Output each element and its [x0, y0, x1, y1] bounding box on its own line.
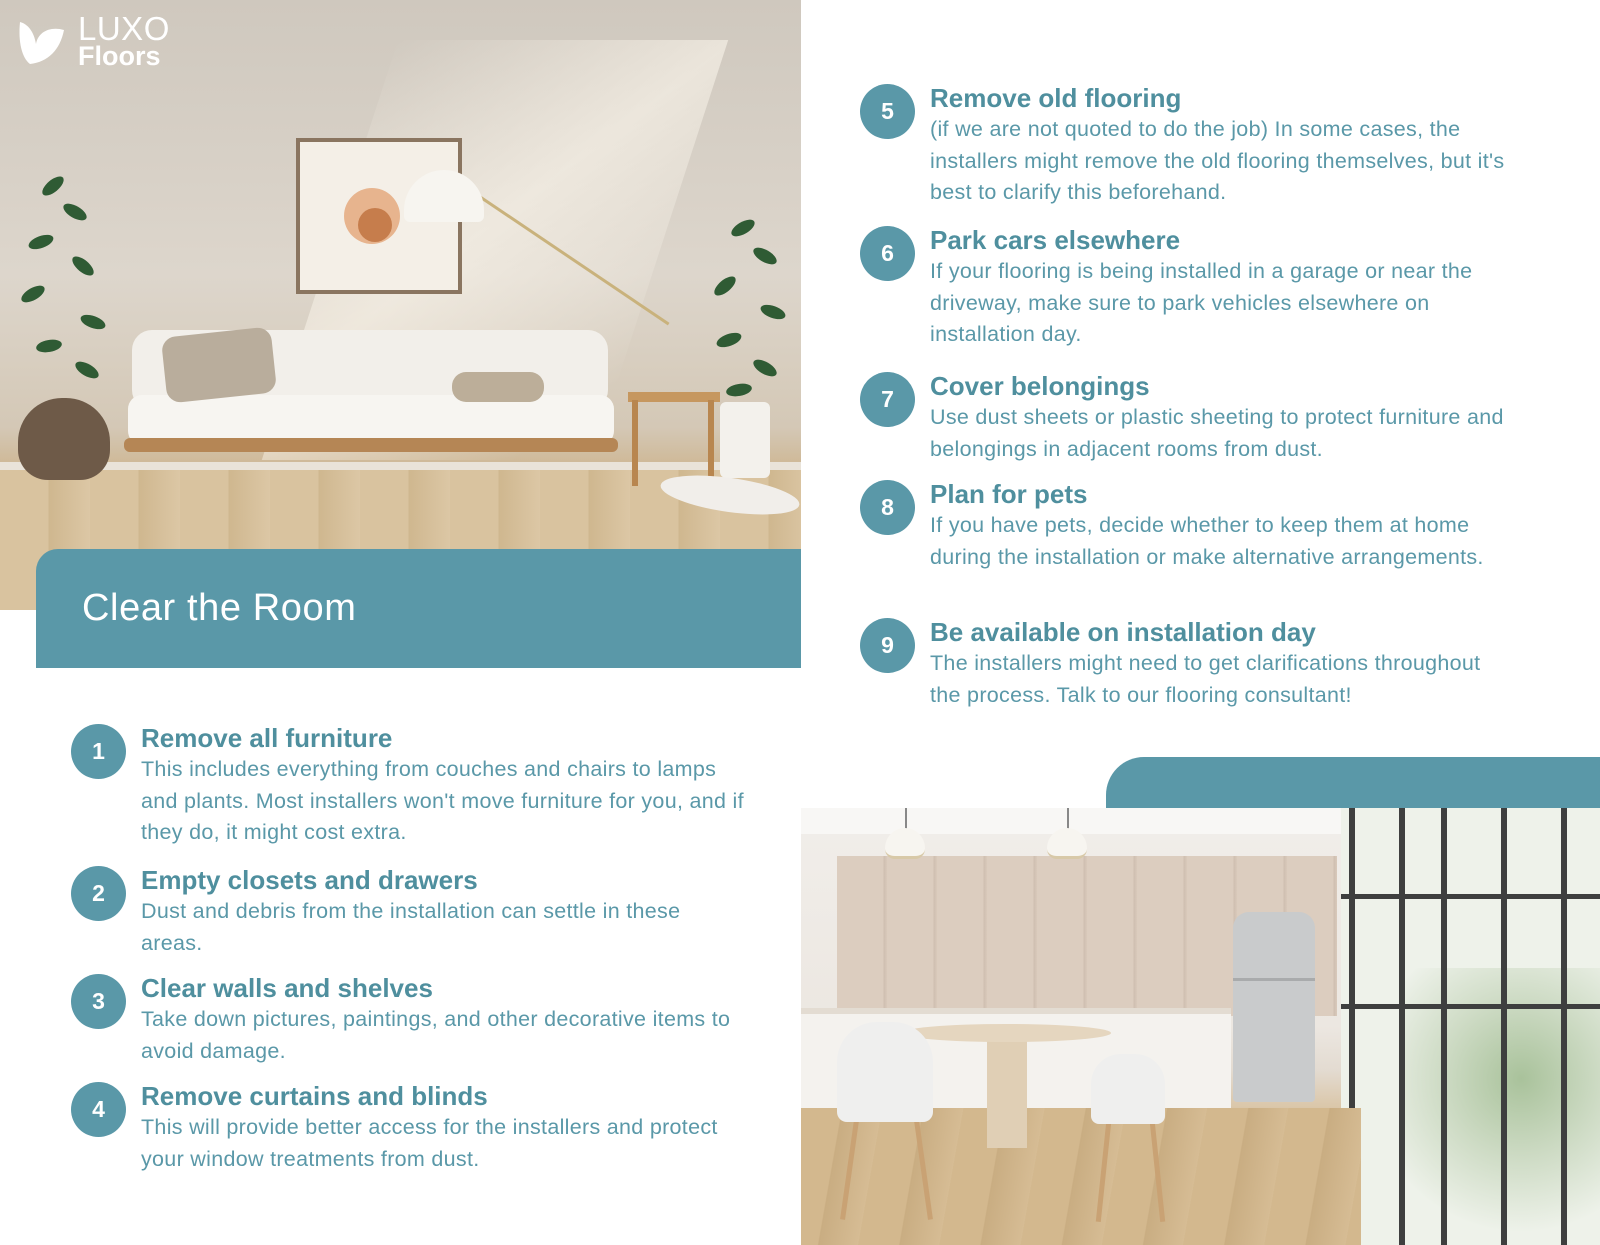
step-number-badge: 4	[71, 1082, 126, 1137]
step-title: Cover belongings	[930, 371, 1150, 401]
step-number-badge: 1	[71, 724, 126, 779]
step-number-badge: 5	[860, 84, 915, 139]
step-title: Remove curtains and blinds	[141, 1081, 488, 1111]
step-number-badge: 9	[860, 618, 915, 673]
step-description: The installers might need to get clarifications throughout the process. Talk to our flooring consultant!	[930, 651, 1481, 707]
kitchen-photo	[801, 808, 1600, 1245]
step-number-badge: 6	[860, 226, 915, 281]
step-title: Remove all furniture	[141, 723, 393, 753]
brand-name-line2: Floors	[78, 41, 161, 72]
dining-chair	[837, 1022, 933, 1122]
brand-name-line1: LUXO	[78, 10, 170, 47]
leaf-logo-icon	[18, 16, 66, 68]
step-title: Be available on installation day	[930, 617, 1316, 647]
step-title: Clear walls and shelves	[141, 973, 433, 1003]
step-number-badge: 2	[71, 866, 126, 921]
step-description: This will provide better access for the installers and protect your window treatments from dust.	[141, 1115, 718, 1171]
dining-chair	[1091, 1054, 1165, 1124]
step-description: Take down pictures, paintings, and other decorative items to avoid damage.	[141, 1007, 731, 1063]
section-title: Clear the Room	[82, 587, 357, 629]
dining-table	[901, 1024, 1111, 1042]
step-number-badge: 7	[860, 372, 915, 427]
living-room-photo	[0, 0, 801, 610]
step-number-badge: 3	[71, 974, 126, 1029]
step-number-badge: 8	[860, 480, 915, 535]
step-description: Use dust sheets or plastic sheeting to protect furniture and belongings in adjacent rooms from dust.	[930, 405, 1504, 461]
step-description: (if we are not quoted to do the job) In some cases, the installers might remove the old flooring themselves, but it's best to clarify this beforehand.	[930, 117, 1505, 204]
step-description: This includes everything from couches and chairs to lamps and plants. Most installers won't move furniture for you, and if they do, it might cost extra.	[141, 757, 744, 844]
brand-logo	[18, 10, 170, 72]
step-description: If you have pets, decide whether to keep them at home during the installation or make alternative arrangements.	[930, 513, 1484, 569]
refrigerator	[1233, 912, 1315, 1102]
step-title: Park cars elsewhere	[930, 225, 1181, 255]
step-title: Remove old flooring	[930, 83, 1182, 113]
step-description: Dust and debris from the installation can settle in these areas.	[141, 899, 681, 955]
step-description: If your flooring is being installed in a garage or near the driveway, make sure to park vehicles elsewhere on installation day.	[930, 259, 1473, 346]
step-title: Empty closets and drawers	[141, 865, 478, 895]
step-title: Plan for pets	[930, 479, 1088, 509]
section-banner	[36, 549, 801, 668]
